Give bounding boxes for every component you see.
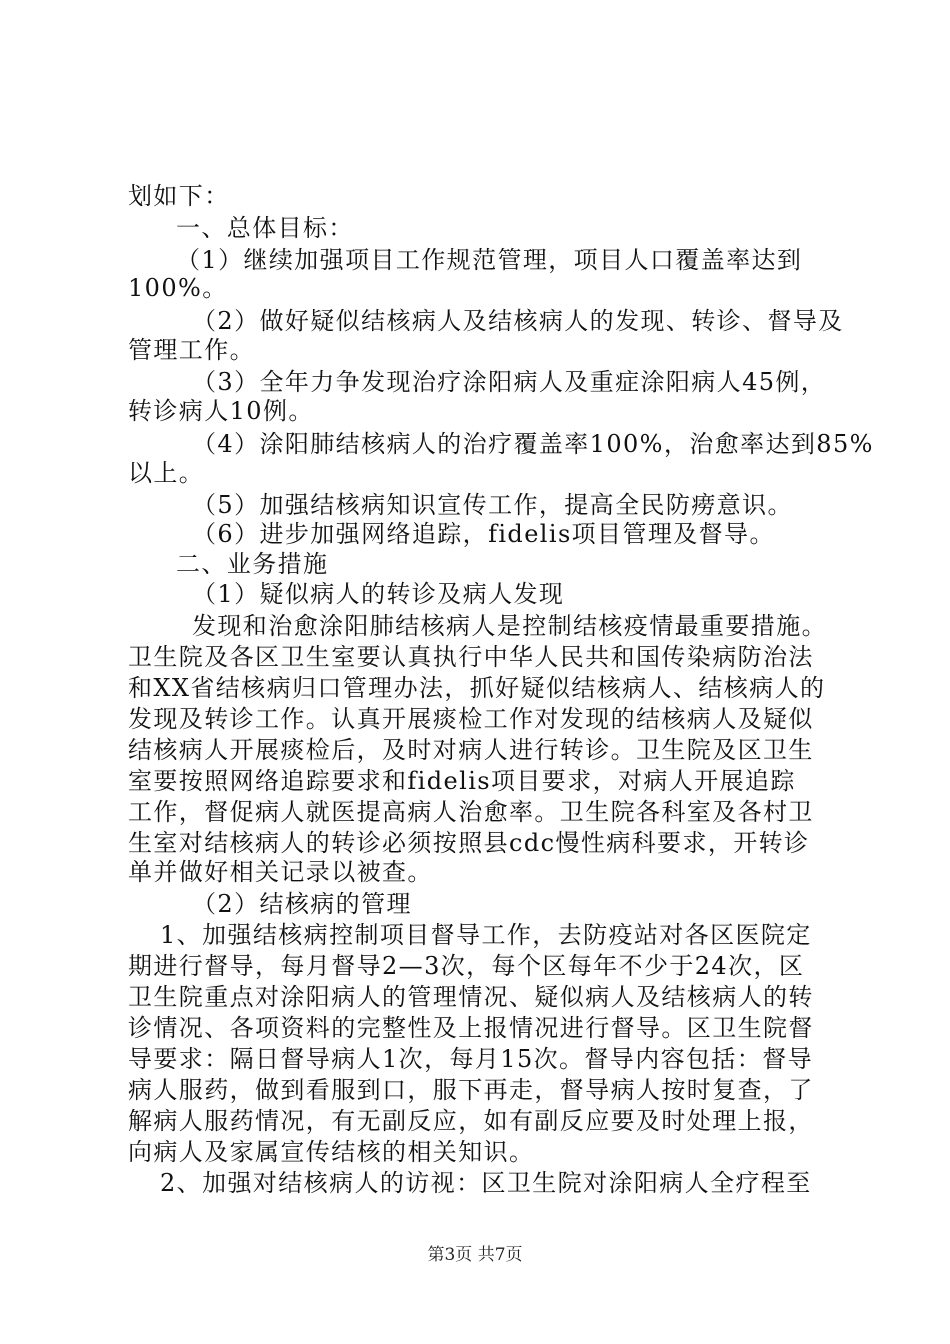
text-line: 以上。 — [128, 459, 205, 487]
text-line: 2、加强对结核病人的访视：区卫生院对涂阳病人全疗程至 — [160, 1169, 812, 1197]
subsection-heading: （2）结核病的管理 — [192, 890, 412, 918]
page-number-footer: 第3页 共7页 — [427, 1245, 523, 1265]
text-line: 和XX省结核病归口管理办法，抓好疑似结核病人、结核病人的 — [128, 674, 826, 702]
section-heading: 二、业务措施 — [176, 550, 329, 578]
text-line: 卫生院重点对涂阳病人的管理情况、疑似病人及结核病人的转 — [128, 983, 814, 1011]
text-line: 工作，督促病人就医提高病人治愈率。卫生院各科室及各村卫 — [128, 798, 814, 826]
text-line: 发现及转诊工作。认真开展痰检工作对发现的结核病人及疑似 — [128, 705, 814, 733]
text-line: 向病人及家属宣传结核的相关知识。 — [128, 1138, 535, 1166]
text-line: 室要按照网络追踪要求和fidelis项目要求，对病人开展追踪 — [128, 767, 796, 795]
text-line: 病人服药，做到看服到口，服下再走，督导病人按时复查，了 — [128, 1076, 814, 1104]
text-line: 生室对结核病人的转诊必须按照县cdc慢性病科要求，开转诊 — [128, 829, 810, 857]
text-line: 卫生院及各区卫生室要认真执行中华人民共和国传染病防治法 — [128, 643, 814, 671]
text-line: （2）做好疑似结核病人及结核病人的发现、转诊、督导及 — [192, 307, 844, 335]
text-line: （4）涂阳肺结核病人的治疗覆盖率100%，治愈率达到85% — [192, 430, 874, 458]
text-line: 转诊病人10例。 — [128, 397, 314, 425]
text-line: 结核病人开展痰检后，及时对病人进行转诊。卫生院及区卫生 — [128, 736, 814, 764]
text-line: 单并做好相关记录以被查。 — [128, 858, 433, 886]
text-line: 管理工作。 — [128, 336, 255, 364]
section-heading: 一、总体目标： — [176, 214, 354, 242]
text-line: 划如下： — [128, 182, 230, 210]
text-line: （6）进步加强网络追踪，fidelis项目管理及督导。 — [192, 520, 775, 548]
text-line: 期进行督导，每月督导2—3次，每个区每年不少于24次，区 — [128, 952, 805, 980]
text-line: 1、加强结核病控制项目督导工作，去防疫站对各区医院定 — [160, 921, 812, 949]
text-line: （1）继续加强项目工作规范管理，项目人口覆盖率达到 — [176, 246, 803, 274]
text-line: 解病人服药情况，有无副反应，如有副反应要及时处理上报， — [128, 1107, 814, 1135]
text-line: 100%。 — [128, 274, 228, 302]
text-line: 诊情况、各项资料的完整性及上报情况进行督导。区卫生院督 — [128, 1014, 814, 1042]
text-line: （5）加强结核病知识宣传工作，提高全民防痨意识。 — [192, 491, 793, 519]
text-line: 发现和治愈涂阳肺结核病人是控制结核疫情最重要措施。 — [192, 612, 827, 640]
text-line: 导要求：隔日督导病人1次，每月15次。督导内容包括：督导 — [128, 1045, 814, 1073]
subsection-heading: （1）疑似病人的转诊及病人发现 — [192, 580, 565, 608]
text-line: （3）全年力争发现治疗涂阳病人及重症涂阳病人45例， — [192, 368, 827, 396]
